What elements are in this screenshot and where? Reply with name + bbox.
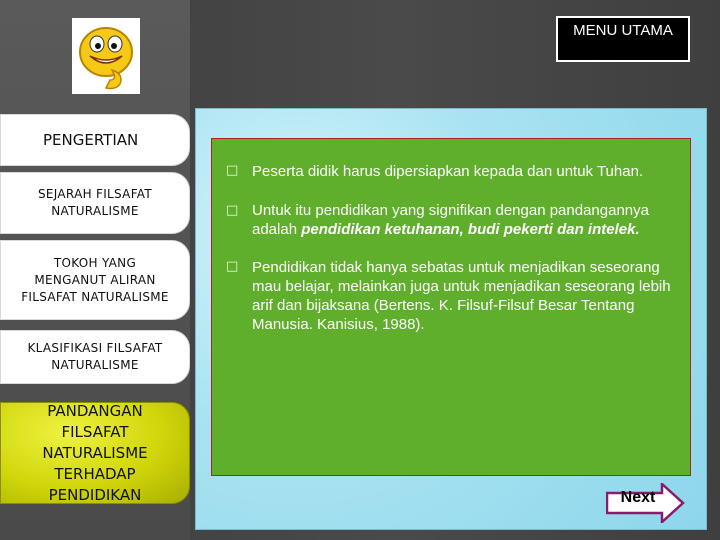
main-menu-button[interactable] [556, 16, 690, 62]
bullet-item-emphasis: pendidikan ketuhanan, budi pekerti dan intelek. [301, 221, 640, 238]
smiley-mascot-icon [72, 18, 140, 94]
nav-item-label: NATURALISME [51, 204, 139, 218]
bullet-item [252, 201, 680, 239]
bullet-item-text: Peserta didik harus dipersiapkan kepada dan untuk Tuhan. [252, 163, 644, 180]
nav-item-label: PENGERTIAN [43, 130, 139, 149]
nav-item-pengertian[interactable] [0, 114, 190, 166]
main-menu-label: MENU UTAMA [573, 22, 673, 39]
nav-item-label: SEJARAH FILSAFAT [37, 187, 153, 201]
nav-item-pandangan-active[interactable] [0, 402, 190, 504]
nav-item-label: KLASIFIKASI FILSAFAT [27, 341, 163, 355]
bullet-item [252, 162, 680, 181]
nav-item-label: TERHADAP [54, 464, 136, 483]
nav-item-label: NATURALISME [42, 443, 148, 462]
nav-item-klasifikasi[interactable] [0, 330, 190, 384]
nav-item-label: PENDIDIKAN [48, 485, 142, 504]
bullet-item-text: Pendidikan tidak hanya sebatas untuk menjadikan seseorang mau belajar, melainkan juga untuk menjadikan seseorang lebih arif dan bijaksana (Bertens. K. Filsuf-Filsuf Besar Tentang Manusia. Kanisius, 1988). [252, 259, 671, 333]
nav-item-sejarah[interactable] [0, 172, 190, 234]
nav-item-label: PANDANGAN [47, 401, 143, 420]
nav-item-tokoh[interactable] [0, 240, 190, 320]
nav-item-label: NATURALISME [51, 358, 139, 372]
bullet-icon: □ [226, 259, 239, 274]
bullet-icon: □ [226, 203, 239, 218]
nav-item-label: FILSAFAT [61, 422, 129, 441]
bullet-item-text: Untuk itu pendidikan yang signifikan dengan pandangannya adalah [252, 202, 649, 238]
nav-item-label: MENGANUT ALIRAN [34, 272, 156, 287]
bullet-icon: □ [226, 163, 239, 178]
nav-item-label: FILSAFAT NATURALISME [21, 289, 169, 304]
nav-item-label: TOKOH YANG [53, 255, 137, 270]
bullet-item [252, 258, 680, 334]
next-label: Next [620, 489, 656, 506]
